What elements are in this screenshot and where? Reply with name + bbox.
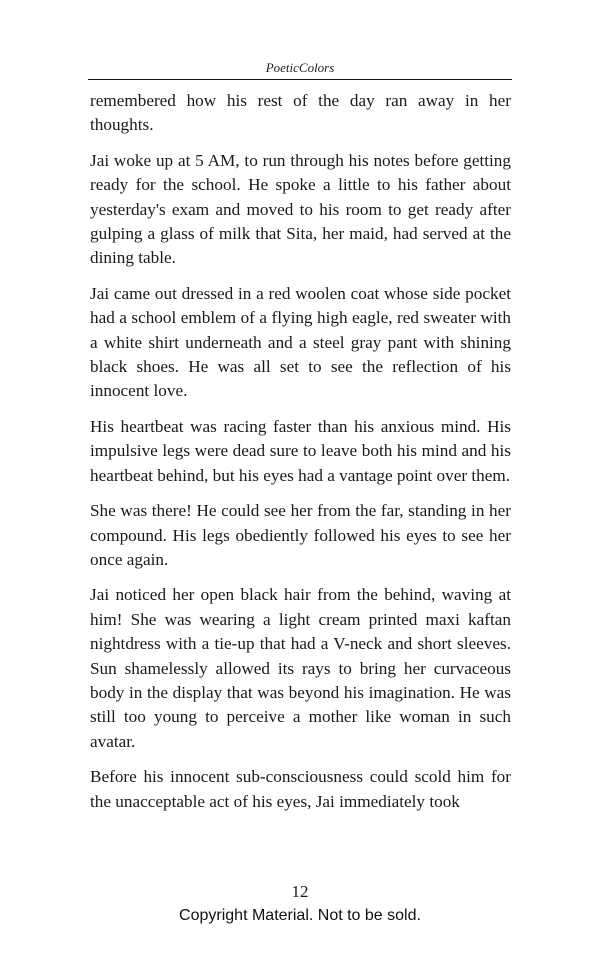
page-number: 12	[291, 882, 309, 901]
paragraph: His heartbeat was racing faster than his anxious mind. His impulsive legs were dead sure to leave both his mind and his heartbeat behind, but his eyes had a vantage point over them.	[90, 416, 511, 485]
running-header-title: PoeticColors	[265, 60, 335, 75]
paragraph: Jai noticed her open black hair from the behind, waving at him! She was wearing a light cream printed maxi kaftan nightdress with a tie-up that had a V-neck and short sleeves. Sun shamelessly allowed its rays to bring her curvaceous body in the display that was beyond his imagination. He was still too young to perceive a mother like woman in such avatar.	[90, 585, 511, 751]
header-divider	[88, 79, 512, 80]
paragraph: She was there! He could see her from the far, standing in her compound. His legs obediently followed his eyes to see her once again.	[90, 501, 511, 569]
copyright-notice: Copyright Material. Not to be sold.	[179, 907, 421, 924]
paragraph: Before his innocent sub-consciousness could scold him for the unacceptable act of his eyes, Jai immediately took	[90, 767, 511, 811]
paragraph: Jai woke up at 5 AM, to run through his notes before getting ready for the school. He spoke a little to his father about yesterday's exam and moved to his room to get ready after gulping a glass of milk that Sita, her maid, had served at the dining table.	[90, 150, 511, 268]
body-text	[90, 89, 511, 825]
paragraph: remembered how his rest of the day ran away in her thoughts.	[90, 91, 511, 135]
paragraph: Jai came out dressed in a red woolen coat whose side pocket had a school emblem of a flying high eagle, red sweater with a white shirt underneath and a steel gray pant with shining black shoes. He was all set to see the reflection of his innocent love.	[90, 283, 511, 401]
